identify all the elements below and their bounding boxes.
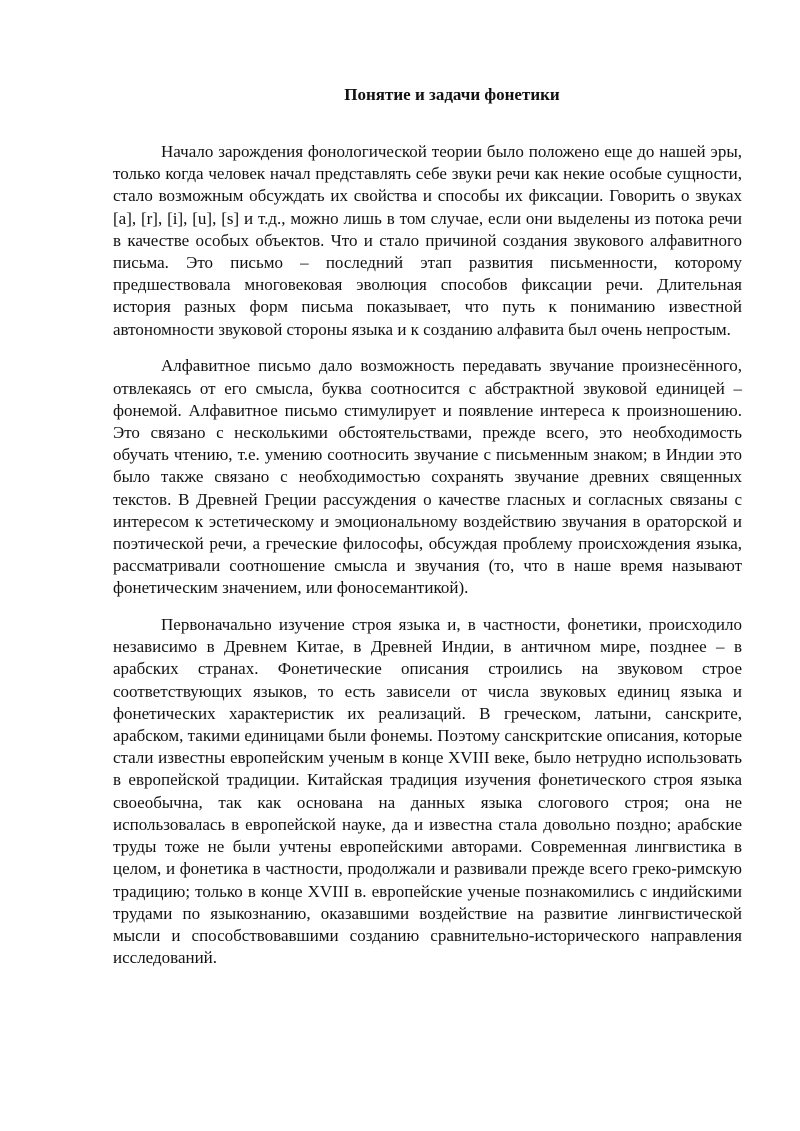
paragraph-1: Начало зарождения фонологической теории было положено еще до нашей эры, только когда человек начал представлять себе звуки речи как некие особые сущности, стало возможным обсуждать их свойства и способы их фиксации. Говорить о звуках [a], [r], [i], [u], [s] и т.д., можно лишь в том случае, если они выделены из потока речи в качестве особых объектов. Что и стало причиной создания звукового алфавитного письма. Это письмо – последний этап развития письменности, которому предшествовала многовековая эволюция способов фиксации речи. Длительная история разных форм письма показывает, что путь к пониманию известной автономности звуковой стороны языка и к созданию алфавита был очень непростым. — [113, 142, 742, 339]
paragraph-2: Алфавитное письмо дало возможность передавать звучание произнесённого, отвлекаясь от его смысла, буква соотносится с абстрактной звуковой единицей – фонемой. Алфавитное письмо стимулирует и появление интереса к произношению. Это связано с несколькими обстоятельствами, прежде всего, это необходимость обучать чтению, т.е. умению соотносить звучание с письменным знаком; в Индии это было также связано с необходимостью сохранять звучание древних священных текстов. В Древней Греции рассуждения о качестве гласных и согласных связаны с интересом к эстетическому и эмоциональному воздействию звучания в ораторской и поэтической речи, а греческие философы, обсуждая проблему происхождения языка, рассматривали соотношение смысла и звучания (то, что в наше время называют фонетическим значением, или фоносемантикой). — [113, 356, 742, 598]
paragraph-3: Первоначально изучение строя языка и, в частности, фонетики, происходило независимо в Древнем Китае, в Древней Индии, в античном мире, позднее – в арабских странах. Фонетические описания строились на звуковом строе соответствующих языков, то есть зависели от числа звуковых единиц языка и фонетических характеристик их реализаций. В греческом, латыни, санскрите, арабском, такими единицами были фонемы. Поэтому санскритские описания, которые стали известны европейским ученым в конце XVIII веке, было нетрудно использовать в европейской традиции. Китайская традиция изучения фонетического строя языка своеобычна, так как основана на данных языка слогового строя; она не использовалась в европейской науке, да и известна стала довольно поздно; арабские труды тоже не были учтены европейскими авторами. Современная лингвистика в целом, и фонетика в частности, продолжали и развивали прежде всего греко-римскую традицию; только в конце XVIII в. европейские ученые познакомились с индийскими трудами по языкознанию, оказавшими воздействие на развитие лингвистической мысли и способствовавшими созданию сравнительно-исторического направления исследований. — [113, 615, 742, 968]
document-body — [113, 141, 742, 984]
document-title: Понятие и задачи фонетики — [344, 85, 560, 104]
